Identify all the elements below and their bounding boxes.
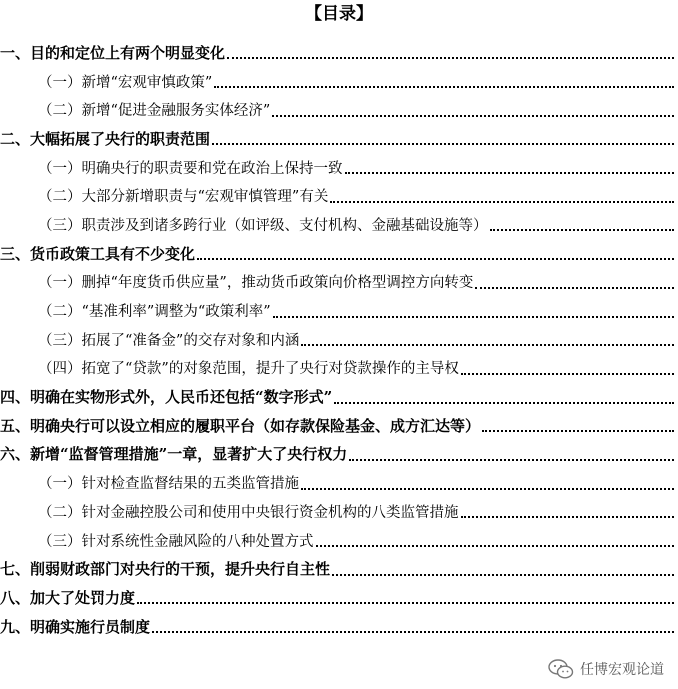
- dot-leader: [349, 459, 674, 461]
- toc-subsection: [0, 468, 678, 497]
- toc-entry-text: 六、新增“监督管理措施”一章，显著扩大了央行权力: [0, 445, 348, 464]
- toc-entry-text: （一）删掉“年度货币供应量”，推动货币政策向价格型调控方向转变: [38, 275, 474, 292]
- toc-section: [0, 612, 678, 641]
- toc-section: [0, 554, 678, 583]
- toc-section: [0, 382, 678, 411]
- toc-entry-text: 五、明确央行可以设立相应的履职平台（如存款保险基金、成方汇达等）: [0, 416, 481, 435]
- toc-entry-text: （一）针对检查监督结果的五类监管措施: [38, 476, 299, 493]
- toc-entry-text: 八、加大了处罚力度: [0, 588, 136, 607]
- toc-subsection: [0, 354, 678, 383]
- toc-section: [0, 411, 678, 440]
- dot-leader: [332, 574, 674, 576]
- toc-entry-text: （三）针对系统性金融风险的八种处置方式: [38, 533, 314, 550]
- watermark-text: 任博宏观论道: [580, 662, 664, 678]
- toc-subsection: [0, 95, 678, 124]
- dot-leader: [152, 631, 674, 633]
- toc-section: [0, 239, 678, 268]
- dot-leader: [301, 488, 674, 490]
- dot-leader: [197, 258, 674, 260]
- toc-entry-text: （二）针对金融控股公司和使用中央银行资金机构的八类监管措施: [38, 504, 459, 521]
- dot-leader: [345, 172, 675, 174]
- toc-entry-text: （二）“基准利率”调整为“政策利率”: [38, 304, 271, 321]
- toc-entry-text: （三）职责涉及到诸多跨行业（如评级、支付机构、金融基础设施等）: [38, 217, 488, 234]
- toc-subsection: [0, 268, 678, 297]
- toc-subsection: [0, 210, 678, 239]
- toc-entry-text: 一、目的和定位上有两个明显变化: [0, 43, 226, 62]
- toc-entry-text: （二）大部分新增职责与“宏观审慎管理”有关: [38, 189, 329, 206]
- toc-subsection: [0, 67, 678, 96]
- toc-entry-text: 七、削弱财政部门对央行的干预，提升央行自主性: [0, 560, 331, 579]
- toc-section: [0, 124, 678, 153]
- toc-entry-text: 九、明确实施行员制度: [0, 617, 151, 636]
- toc-subsection: [0, 181, 678, 210]
- toc-entry-text: （一）新增“宏观审慎政策”: [38, 74, 213, 91]
- toc-section: [0, 38, 678, 67]
- toc-entry-text: 四、明确在实物形式外，人民币还包括“数字形式”: [0, 388, 333, 407]
- toc-entry-text: 三、货币政策工具有不少变化: [0, 244, 196, 263]
- toc-subsection: [0, 526, 678, 555]
- toc-subsection: [0, 296, 678, 325]
- watermark: [544, 657, 668, 681]
- dot-leader: [301, 344, 674, 346]
- toc-subsection: [0, 497, 678, 526]
- toc-entry-text: （四）拓宽了“贷款”的对象范围，提升了央行对贷款操作的主导权: [38, 361, 459, 378]
- toc-section: [0, 583, 678, 612]
- dot-leader: [461, 373, 674, 375]
- toc-title: 【目录】: [305, 4, 373, 24]
- toc-section: [0, 440, 678, 469]
- dot-leader: [475, 287, 674, 289]
- dot-leader: [334, 402, 674, 404]
- dot-leader: [227, 57, 674, 59]
- dot-leader: [490, 229, 675, 231]
- dot-leader: [482, 430, 674, 432]
- dot-leader: [272, 115, 674, 117]
- toc-subsection: [0, 153, 678, 182]
- dot-leader: [214, 86, 674, 88]
- dot-leader: [137, 602, 674, 604]
- dot-leader: [212, 143, 674, 145]
- table-of-contents: [0, 38, 678, 640]
- dot-leader: [316, 545, 675, 547]
- dot-leader: [330, 201, 674, 203]
- toc-entry-text: （三）拓展了“准备金”的交存对象和内涵: [38, 332, 300, 349]
- toc-subsection: [0, 325, 678, 354]
- dot-leader: [273, 316, 674, 318]
- wechat-icon: [548, 659, 574, 679]
- toc-entry-text: （二）新增“促进金融服务实体经济”: [38, 103, 271, 120]
- toc-entry-text: 二、大幅拓展了央行的职责范围: [0, 129, 211, 148]
- toc-entry-text: （一）明确央行的职责要和党在政治上保持一致: [38, 160, 343, 177]
- dot-leader: [461, 516, 675, 518]
